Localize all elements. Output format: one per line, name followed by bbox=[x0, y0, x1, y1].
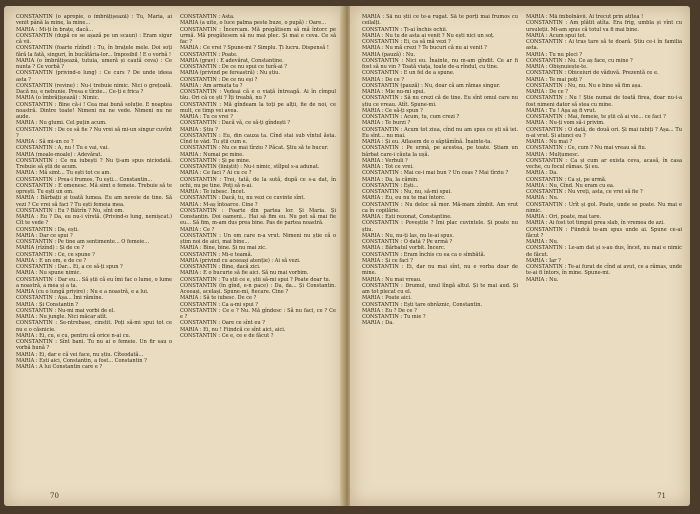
text-line: MARIA : Mă simt... Tu ești tot ce am. bbox=[16, 170, 111, 177]
text-line: MARIA : Numai pe mine. bbox=[180, 151, 244, 158]
text-line: MARIA : Ce vrei ? Spune-mi ? Simplu. Ți lucru. Dispensă ! bbox=[180, 45, 329, 52]
text-line: MARIA : Am armata ta ? bbox=[180, 82, 243, 89]
text-line: MARIA : Dar ce spui ? bbox=[16, 232, 73, 239]
text-line: CONSTANTIN : Ce e, ce e de făcut ? bbox=[180, 332, 274, 339]
text-line: CONSTANTIN : Nu, nu. Nu e bine să fim așa. bbox=[526, 82, 643, 89]
text-line: MARIA : Și Constantin ? bbox=[16, 301, 79, 308]
right-column-1 bbox=[362, 14, 518, 484]
text-line: CONSTANTIN : Nu deloc să mor. Mă-mam zîmbit. Am vrut ca în copilărie. bbox=[362, 201, 518, 214]
text-line: MARIA : Să mi-un ce ? bbox=[16, 139, 74, 145]
text-line: MARIA (cu o lungă privire) : Nu e a noastră, e a lui. bbox=[16, 289, 149, 295]
text-line: MARIA : Te iubesc. Încet. bbox=[180, 189, 246, 195]
text-line: MARIA : Nu jungle. Nici măcar atît. bbox=[16, 314, 108, 320]
text-line: MARIA : Bărbatul vorbit. Încerc. bbox=[362, 245, 446, 252]
text-line: CONSTANTIN : Trei, tată, de la sută, după ce s-a dat, în ochi, nu pe tine. Poți să n-ai. bbox=[180, 176, 336, 189]
text-line: MARIA : Să te iubesc. De ce ? bbox=[180, 295, 257, 302]
text-line: CONSTANTIN : Ce nu iubești ? Nu ți-am spus niciodată. Trebuie să știi de acum. bbox=[16, 157, 172, 170]
text-line: MARIA : Bărbații și toată lumea. Eu am nevoie de tine. Să vezi ? Ce vrei să faci ? Tu ești femeia mea. bbox=[16, 195, 172, 208]
text-line: CONSTANTIN : Nu ce mai tîrziu ? Păcat. Știu să te bucur. bbox=[180, 145, 329, 152]
text-line: MARIA : Nu. bbox=[526, 239, 559, 245]
text-line: MARIA : Te mai poți ? bbox=[526, 76, 582, 83]
text-line: CONSTANTIN (o apropie, o îmbrățișează) : Tu, Maria, ai venit până la mine, la mine... bbox=[16, 14, 172, 27]
text-line: MARIA (moale-moale) : Adevărat. bbox=[16, 151, 103, 158]
text-line: CONSTANTIN : Eu, din cauza ta. Cînd stai sub vîntul ăsta. Cînd te văd. Tu știi cum e. bbox=[180, 132, 336, 145]
text-line: MARIA : Ei, dar e că vei face, nu știu. Cîteodată... bbox=[16, 351, 144, 358]
text-line: CONSTANTIN : Nu, nu, să-mi spui. bbox=[362, 189, 452, 195]
text-line: CONSTANTIN : Poveștile ? Îmi plac cuvintele. Și poate nu știu. bbox=[362, 220, 518, 233]
text-line: MARIA : Nu mai ? bbox=[526, 139, 573, 145]
text-line: MARIA : Eu ? De ce ? bbox=[362, 307, 417, 314]
text-line: MARIA : Iar ? bbox=[526, 257, 561, 264]
text-line: MARIA (privind pe fereastră) : Nu știu. bbox=[180, 70, 280, 77]
text-line: CONSTANTIN : De ce să fie ? Nu vrei să mi-un singur cuvînt ? bbox=[16, 126, 172, 139]
text-line: CONSTANTIN : Obiceiuri de văduvă. Prezentă ce e. bbox=[526, 70, 659, 77]
text-line: MARIA : Mi-ți în brațe, dacă... bbox=[16, 26, 94, 33]
text-line: MARIA : Nu. bbox=[526, 276, 559, 283]
text-line: MARIA : Da. bbox=[362, 320, 394, 327]
text-line: MARIA : Știu ? bbox=[180, 126, 218, 133]
text-line: MARIA (grav) : E adevărat, Constantine. bbox=[180, 57, 284, 64]
text-line: MARIA : Te burzi ? bbox=[362, 120, 411, 127]
text-line: MARIA : De ce ? bbox=[526, 89, 568, 95]
text-line: MARIA : Verbuli ? bbox=[362, 157, 408, 164]
text-line: CONSTANTIN : Eram închis cu ea ca o sîmbătă. bbox=[362, 251, 486, 258]
text-line: CONSTANTIN (în gînd, e-n pace) : Da, da... Și Constantin. Aceeași, același. Spune-mi, fiecare. Cine ? bbox=[180, 282, 336, 295]
text-line: CONSTANTIN : Da, ești. bbox=[16, 226, 79, 233]
text-line: CONSTANTIN : Mi-e teamă. bbox=[180, 251, 253, 258]
text-line: CONSTANTIN : Ca a-mi spui ? bbox=[180, 301, 258, 308]
text-line: CONSTANTIN : Te-ai furat de cînd ai avut, ce a rămas, unde te-ai fi întors, în mine. Spune-mi. bbox=[526, 264, 682, 277]
text-line: CONSTANTIN : Dacă vă, ce să-ți gîndești ? bbox=[180, 120, 291, 127]
text-line: CONSTANTIN : Bine că-i ! Cea mai bună soluție. E noaptea noastră. Dintre toate! Nimeni nu ne vede. Nimeni nu ne aude. bbox=[16, 101, 172, 120]
text-line: CONSTANTIN : Foarte din partea lor. Și Maria. Și Constantin. Doi oameni... Hai să fim eu. Nu pot să mai fie eu... Să fim, m-am dus prea bine. Pas de partea noastră. bbox=[180, 207, 336, 227]
text-line: CONSTANTIN : Le-am dat și s-au dus, încet, nu mai e nimic de făcut. bbox=[526, 245, 682, 258]
text-line: CONSTANTIN : Ca și cum ar exista ceva, acasă, în casa veche, cu focul rămas. Și eu. bbox=[526, 157, 682, 170]
text-line: CONSTANTIN : Pe urmă, pe acestea, pe toate. Știam un bărbat care-i căuta la ușă. bbox=[362, 145, 518, 158]
text-line: CONSTANTIN : E omenesc. Mă simt o femeie. Trebuie să te oprești. Tu ești un om. bbox=[16, 182, 172, 195]
text-line: CONSTANTIN : Tu știi ce e, știi să-mi spui ? Poate doar tu. bbox=[180, 276, 331, 283]
text-line: MARIA : Nu, nu-ți las, nu le-ai spus. bbox=[362, 232, 454, 239]
text-line: CONSTANTIN : Nu. Ce aș face, cu mine ? bbox=[526, 57, 633, 64]
text-line: CONSTANTIN : Ca și, pe urmă. bbox=[526, 176, 607, 183]
text-line: CONSTANTIN : Încercam. Mă pregătisem să mă întorc pe urmă. Mă pregătesem să nu mai plec. Și mai e ceva. Ce să fac ? bbox=[180, 26, 336, 45]
text-line: CONSTANTIN : A, nu ! Tu e vai, vai. bbox=[16, 145, 109, 152]
text-line: CONSTANTIN : Așa... Îmi rămîne. bbox=[16, 295, 104, 302]
text-line: MARIA : Ori, poate, mai tare. bbox=[526, 214, 602, 220]
left-column-1 bbox=[16, 14, 172, 484]
text-line: MARIA : Da. bbox=[526, 170, 558, 177]
right-page-text bbox=[362, 14, 682, 484]
text-line: MARIA : Eu ? Da, eu nu-i vîrstă. (Privind-o lung, nemișcat.) Cît te vede ? bbox=[16, 214, 172, 227]
text-line: CONSTANTIN : Prea-i frumos, Tu ești... Constantin... bbox=[16, 176, 153, 183]
text-line: MARIA : Nu-ți vom să-i privim. bbox=[526, 120, 605, 127]
text-line: MARIA : Ce ? bbox=[180, 226, 215, 233]
text-line: MARIA : Și ce faci ? bbox=[362, 257, 413, 264]
text-line: CONSTANTIN : Nu ! Știe numai de toată firea, doar nu-i-a fost nimeni dator să stea cu mine. bbox=[526, 95, 682, 108]
text-line: MARIA : Ești aici, Constantin, a fost... Constantin ? bbox=[16, 357, 147, 364]
text-line: MARIA : Nu glumi. Cel puțin acum. bbox=[16, 120, 107, 127]
page-number-right: 71 bbox=[657, 492, 666, 500]
text-line: CONSTANTIN (pauză) : Nu, doar că am rămas singur. bbox=[362, 82, 501, 89]
text-line: CONSTANTIN (liniștit) : Nu-i nimic, stîlpul s-a adunat. bbox=[180, 164, 320, 170]
text-line: MARIA : Să nu știi ce te-a rugat. Să te porți mai frumos cu ceilalți. bbox=[362, 14, 518, 27]
text-line: MARIA (pauză) : Nu. bbox=[362, 51, 416, 58]
text-line: MARIA : Mă îmbolnăvii. Ai trecut prin atîtea ! bbox=[526, 14, 644, 20]
text-line: CONSTANTIN : O dată, de două ori. Și mai iubiți ? Așa... Tu n-ai vrut. Și atunci eu ? bbox=[526, 126, 682, 139]
text-line: MARIA : Ești rezonat, Constantine. bbox=[362, 214, 452, 220]
text-line: MARIA (a uite, o luce palma peste buze, o pupă) : Oare... bbox=[180, 20, 327, 27]
text-line: CONSTANTIN : Se-ntrebase, cinstit. Poți să-mi spui tot ce nu e o căsnicie. bbox=[16, 320, 172, 333]
text-line: CONSTANTIN : Fiindcă te-am spus unde ai. Spune ce-ai făcut ? bbox=[526, 226, 682, 239]
left-page bbox=[4, 6, 344, 506]
text-line: CONSTANTIN : Acum tot ziua, cînd nu am spus ce ști să iei. Eu sînt... nu mai. bbox=[362, 126, 518, 139]
text-line: MARIA (rîzînd) : Și de ce ? bbox=[16, 245, 85, 252]
text-line: CONSTANTIN : Ești... bbox=[362, 182, 419, 189]
text-line: CONSTANTIN : Dar eu... Să știi că eu îmi fac o lume, o lume a noastră, a mea și a ta. bbox=[16, 276, 172, 289]
text-line: CONSTANTIN (privind-o lung) : Ce curs ? De unde ideea asta ? bbox=[16, 70, 172, 83]
text-line: CONSTANTIN : Ai tras tare să te doară. Știu ce-i în familia asta. bbox=[526, 39, 682, 52]
text-line: CONSTANTIN (revine) : Nu-i trebuie nimic. Nici o grețoală. Dacă nu, e nebunie. Presa e tîrzie... Ce-ți e frica ? bbox=[16, 82, 172, 95]
text-line: MARIA : Nu mai vreau. bbox=[362, 276, 422, 283]
text-line: MARIA : Tu ce vrei ? bbox=[180, 114, 233, 120]
text-line: CONSTANTIN : Și pe mine. bbox=[180, 157, 251, 164]
text-line: CONSTANTIN : Mai ce-i mai bun ? Un ceas ? Mai tîrziu ? bbox=[362, 170, 509, 177]
text-line: CONSTANTIN : Ți-ai închis ochii. bbox=[362, 26, 448, 33]
text-line: CONSTANTIN : Urît și gol. Poate, unde se poate. Nu mai e nimic. bbox=[526, 201, 682, 214]
text-line: MARIA : Tu nu pleci ? bbox=[526, 51, 583, 58]
text-line: MARIA : Ei, cu, e cu, pentru că orice n-ai cu. bbox=[16, 332, 131, 339]
left-column-2 bbox=[180, 14, 336, 484]
text-line: MARIA : Poate aici. bbox=[362, 295, 412, 302]
text-line: CONSTANTIN : Sînt bani. Tu nu ai o femeie. Un fir sau o vorbă bună ? bbox=[16, 339, 172, 352]
text-line: CONSTANTIN : Ești tare obrăznic, Constantin. bbox=[362, 301, 483, 308]
text-line: MARIA : E o bucurie să fie aici. Să nu mai vorbim. bbox=[180, 270, 309, 277]
text-line: CONSTANTIN : Pe tine am sentimente... O femeie... bbox=[16, 239, 150, 245]
right-column-2 bbox=[526, 14, 682, 484]
text-line: CONSTANTIN : Ce, cum ? Nu mai vreau să fiu. bbox=[526, 145, 647, 152]
text-line: CONSTANTIN : Ei, dar nu mai sînt, nu e vorba doar de mine. bbox=[362, 264, 518, 277]
text-line: CONSTANTIN : Drumul, unul lîngă altul. Și te mai aud. Și am tot plecat cu el. bbox=[362, 282, 518, 295]
text-line: CONSTANTIN : Ce e ? Nu. Mă gîndesc : Să nu faci, ce ? Ce e ? bbox=[180, 307, 336, 320]
text-line: MARIA : Ce faci ? Ai cu ce ? bbox=[180, 170, 252, 177]
text-line: MARIA : Bine, bine. Și nu mai zic. bbox=[180, 245, 267, 252]
text-line: CONSTANTIN : Mă gîndeam la toți pe alții, fie de noi, ce mult, ce timp vei avea. bbox=[180, 101, 336, 114]
text-line: MARIA : Nu, Cînd. Nu eram cu ea. bbox=[526, 182, 615, 189]
text-line: CONSTANTIN : Acum, tu, cum crezi ? bbox=[362, 114, 460, 120]
text-line: CONSTANTIN : Dar... Ei, a ce să-ți spun ? bbox=[16, 264, 123, 270]
text-line: CONSTANTIN : De ce nu eși ? bbox=[180, 76, 258, 83]
text-line: CONSTANTIN : Nici eu. Înainte, nu m-am gîndit. Ce ar fi fost să nu vin ? Toată viața, toate de-a rîndul, cu tine. bbox=[362, 57, 518, 70]
text-line: MARIA : Nu spune nimic. bbox=[16, 270, 82, 277]
left-page-text bbox=[16, 14, 336, 484]
right-page bbox=[350, 6, 690, 506]
text-line: CONSTANTIN : Ei, ca să mă vezi ? bbox=[362, 39, 451, 45]
text-line: CONSTANTIN : Poate. bbox=[180, 51, 238, 58]
text-line: MARIA : Și eu. Aflasem de o săptămînă. Înainte-ta. bbox=[362, 139, 492, 145]
text-line: MARIA (privind cu aceeași atenție) : Ai să vezi. bbox=[180, 257, 301, 264]
text-line: CONSTANTIN (după ce se așază pe un scaun) : Eram sigur că vii. bbox=[16, 32, 172, 45]
text-line: CONSTANTIN : Să nu crezi că de tine. Eu sînt omul care nu știu ce vreau. Atît. Spune-mi. bbox=[362, 95, 518, 108]
text-line: MARIA : Mulțumesc. bbox=[526, 151, 580, 158]
text-line: MARIA : Acum spui tot. bbox=[526, 32, 587, 39]
text-line: CONSTANTIN : Mai, femeie, te știi că ai vie... ce faci ? bbox=[526, 114, 666, 120]
text-line: CONSTANTIN : Dacă, tu, nu vezi ce cuvinte sînt. bbox=[180, 195, 306, 202]
text-line: CONSTANTIN : E un fel de a spune. bbox=[362, 70, 455, 77]
text-line: MARIA : Ce să-ți spun ? bbox=[362, 107, 423, 114]
text-line: MARIA : Tu ! Așa aș fi vrut. bbox=[526, 107, 597, 114]
text-line: MARIA : Obișnuiește-te. bbox=[526, 64, 588, 70]
text-line: MARIA : Tot ce vrei. bbox=[362, 164, 414, 170]
text-line: CONSTANTIN : Asta. bbox=[180, 14, 235, 20]
text-line: MARIA : Nu. bbox=[526, 195, 559, 202]
text-line: CONSTANTIN : Tu mie ? bbox=[362, 314, 426, 320]
text-line: CONSTANTIN : Ce, ce spune ? bbox=[16, 251, 95, 258]
text-line: CONSTANTIN : Am plătit atîta. Era frig, umbla și vînt cu ursuleții. Mi-am spus că totul va fi mai bine. bbox=[526, 20, 682, 33]
text-line: MARIA : Ai fost tot timpul prea slab, în vremea de azi. bbox=[526, 220, 665, 227]
text-line: MARIA (o îmbrățișează) : Nimic. bbox=[16, 95, 100, 102]
text-line: CONSTANTIN : Oare ce sînt eu ? bbox=[180, 320, 265, 327]
text-line: CONSTANTIN : De ce nu spui ce tură-ai ? bbox=[180, 64, 287, 70]
text-line: MARIA : Da, la cămin. bbox=[362, 176, 419, 183]
text-line: MARIA : E un om, e de ce ? bbox=[16, 257, 87, 264]
text-line: CONSTANTIN : Vedeai că e o viață întreagă. Ai în cîmpul tău. Ori că ce ști ? Îți treabă, nu ? bbox=[180, 89, 336, 102]
text-line: MARIA : Nu mă crezi ? Te bucuri că nu ai venit ? bbox=[362, 45, 487, 52]
text-line: MARIA : M-aș întoarce. Cine ? bbox=[180, 201, 258, 208]
text-line: CONSTANTIN : Bine, dacă zici. bbox=[180, 264, 261, 270]
page-number-left: 70 bbox=[50, 492, 59, 500]
text-line: MARIA : Nu tu de asta ai venit ? Nu ești nici un soț. bbox=[362, 32, 495, 39]
text-line: MARIA : Eu, eu nu te mai întorc. bbox=[362, 195, 446, 202]
text-line: MARIA : Ei, nu ! Fiindcă ce sînt aici, aici. bbox=[180, 326, 286, 333]
text-line: MARIA : A lui Constantin care e ? bbox=[16, 364, 103, 370]
text-line: MARIA (o îmbrățișează, tutuia, umeră și caută ceva) : Ce nunta ? Ce vorbă ? bbox=[16, 57, 172, 70]
text-line: CONSTANTIN : O dată ? Pe urmă ? bbox=[362, 239, 453, 245]
text-line: CONSTANTIN : Nu-mi mai vorbi de el. bbox=[16, 307, 115, 314]
text-line: MARIA : Mie nu-mi spui. bbox=[362, 89, 426, 95]
text-line: CONSTANTIN : Eu ? Bătrîn ? Nu, sînt om. bbox=[16, 207, 124, 214]
text-line: CONSTANTIN : Un om care n-a vrut. Nimeni nu știe că o știm noi de aici, mai bine... bbox=[180, 232, 336, 245]
text-line: MARIA : De ce ? bbox=[362, 76, 404, 83]
text-line: CONSTANTIN (foarte rîzînd) : Tu, în brațele mele. Doi soți fără la fată, singuri, în bucătăria-lor... Imposibil ! E o vorbă ! bbox=[16, 45, 172, 58]
text-line: CONSTANTIN : Nu vreți, asta, ce vrei să fie ? bbox=[526, 189, 643, 195]
